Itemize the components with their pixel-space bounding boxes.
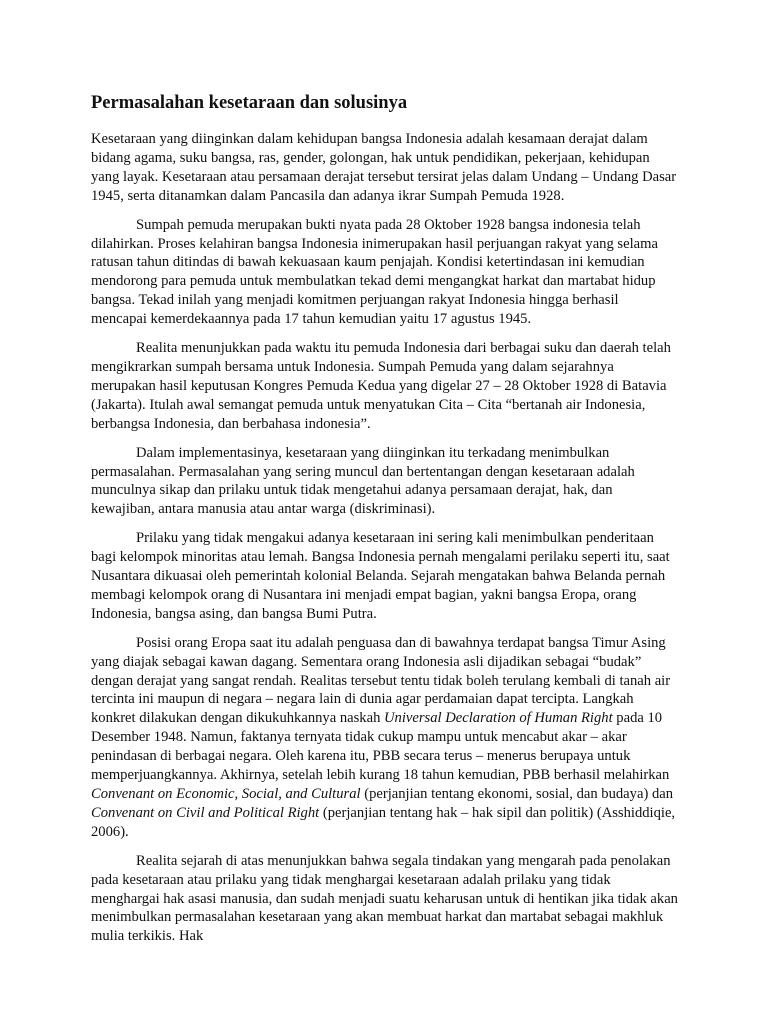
paragraph <box>91 216 678 329</box>
paragraph-text: Realita sejarah di atas menunjukkan bahwa segala tindakan yang mengarah pada penolakan pada kesetaraan atau prilaku yang tidak menghargai kesetaraan adalah prilaku yang tidak menghargai hak asasi manusia, dan sudah menjadi suatu keharusan untuk di hentikan jika tidak akan menimbulkan permasalahan kesetaraan yang akan membuat harkat dan martabat sebagai makhluk mulia terkikis. Hak <box>91 852 678 945</box>
document-title: Permasalahan kesetaraan dan solusinya <box>91 93 408 113</box>
paragraph-text: Dalam implementasinya, kesetaraan yang diinginkan itu terkadang menimbulkan permasalahan. Permasalahan yang sering muncul dan bertentangan dengan kesetaraan adalah munculnya sikap dan prilaku untuk tidak mengetahui adanya persamaan derajat, hak, dan kewajiban, antara manusia atau antar warga (diskriminasi). <box>91 444 635 518</box>
paragraph-text: (perjanjian tentang ekonomi, sosial, dan budaya) dan <box>360 786 674 802</box>
paragraph <box>91 444 678 520</box>
document-body <box>91 130 678 946</box>
paragraph <box>91 634 678 842</box>
paragraph-text: Prilaku yang tidak mengakui adanya kesetaraan ini sering kali menimbulkan penderitaan bagi kelompok minoritas atau lemah. Bangsa Indonesia pernah mengalami perilaku seperti itu, saat Nusantara dikuasai oleh pemerintah kolonial Belanda. Sejarah mengatakan bahwa Belanda pernah membagi kelompok orang di Nusantara ini menjadi empat bagian, yakni bangsa Eropa, orang Indonesia, bangsa asing, dan bangsa Bumi Putra. <box>91 530 670 622</box>
paragraph-text: pada 10 Desember 1948. Namun, faktanya ternyata tidak cukup mampu untuk mencabut akar – akar penindasan di berbagai negara. Oleh karena itu, PBB secara terus – menerus berupaya untuk memperjuangkannya. Akhirnya, setelah lebih kurang 18 tahun kemudian, PBB berhasil melahirkan <box>91 710 670 784</box>
italic-citation: Universal Declaration of Human Right <box>384 710 613 727</box>
paragraph <box>91 852 678 947</box>
paragraph <box>91 130 678 206</box>
paragraph-text: (perjanjian tentang hak – hak sipil dan politik) (Asshiddiqie, 2006). <box>91 804 676 840</box>
paragraph <box>91 529 678 624</box>
italic-citation: Convenant on Economic, Social, and Cultural <box>91 786 361 802</box>
paragraph-text: Posisi orang Eropa saat itu adalah penguasa dan di bawahnya terdapat bangsa Timur Asing yang diajak sebagai kawan dagang. Sementara orang Indonesia asli dijadikan sebagai “budak” dengan derajat yang sangat rendah. Realitas tersebut tentu tidak boleh terulang kembali di tanah air tercinta ini maupun di negara – negara lain di dunia agar perdamaian dapat tercipta. Langkah konkret dilakukan dengan dikukuhkannya naskah <box>91 634 671 727</box>
italic-citation: Convenant on Civil and Political Right <box>91 804 320 821</box>
paragraph-text: Kesetaraan yang diinginkan dalam kehidupan bangsa Indonesia adalah kesamaan derajat dalam bidang agama, suku bangsa, ras, gender, golongan, hak untuk pendidikan, pekerjaan, kehidupan yang layak. Kesetaraan atau persamaan derajat tersebut tersirat jelas dalam Undang – Undang Dasar 1945, serta ditanamkan dalam Pancasila dan adanya ikrar Sumpah Pemuda 1928. <box>91 131 677 204</box>
paragraph-text: Realita menunjukkan pada waktu itu pemuda Indonesia dari berbagai suku dan daerah telah mengikrarkan sumpah bersama untuk Indonesia. Sumpah Pemuda yang dalam sejarahnya merupakan hasil keputusan Kongres Pemuda Kedua yang digelar 27 – 28 Oktober 1928 di Batavia (Jakarta). Itulah awal semangat pemuda untuk menyatukan Cita – Cita “bertanah air Indonesia, berbangsa Indonesia, dan berbahasa indonesia”. <box>91 340 671 432</box>
paragraph <box>91 339 678 434</box>
paragraph-text: Sumpah pemuda merupakan bukti nyata pada 28 Oktober 1928 bangsa indonesia telah dilahirkan. Proses kelahiran bangsa Indonesia inimerupakan hasil perjuangan rakyat yang selama ratusan tahun ditindas di bawah kekuasaan kaum penjajah. Kondisi ketertindasan ini kemudian mendorong para pemuda untuk membulatkan tekad demi mengangkat harkat dan martabat hidup bangsa. Tekad inilah yang menjadi komitmen perjuangan rakyat Indonesia hingga berhasil mencapai kemerdekaannya pada 17 tahun kemudian yaitu 17 agustus 1945. <box>91 216 658 328</box>
